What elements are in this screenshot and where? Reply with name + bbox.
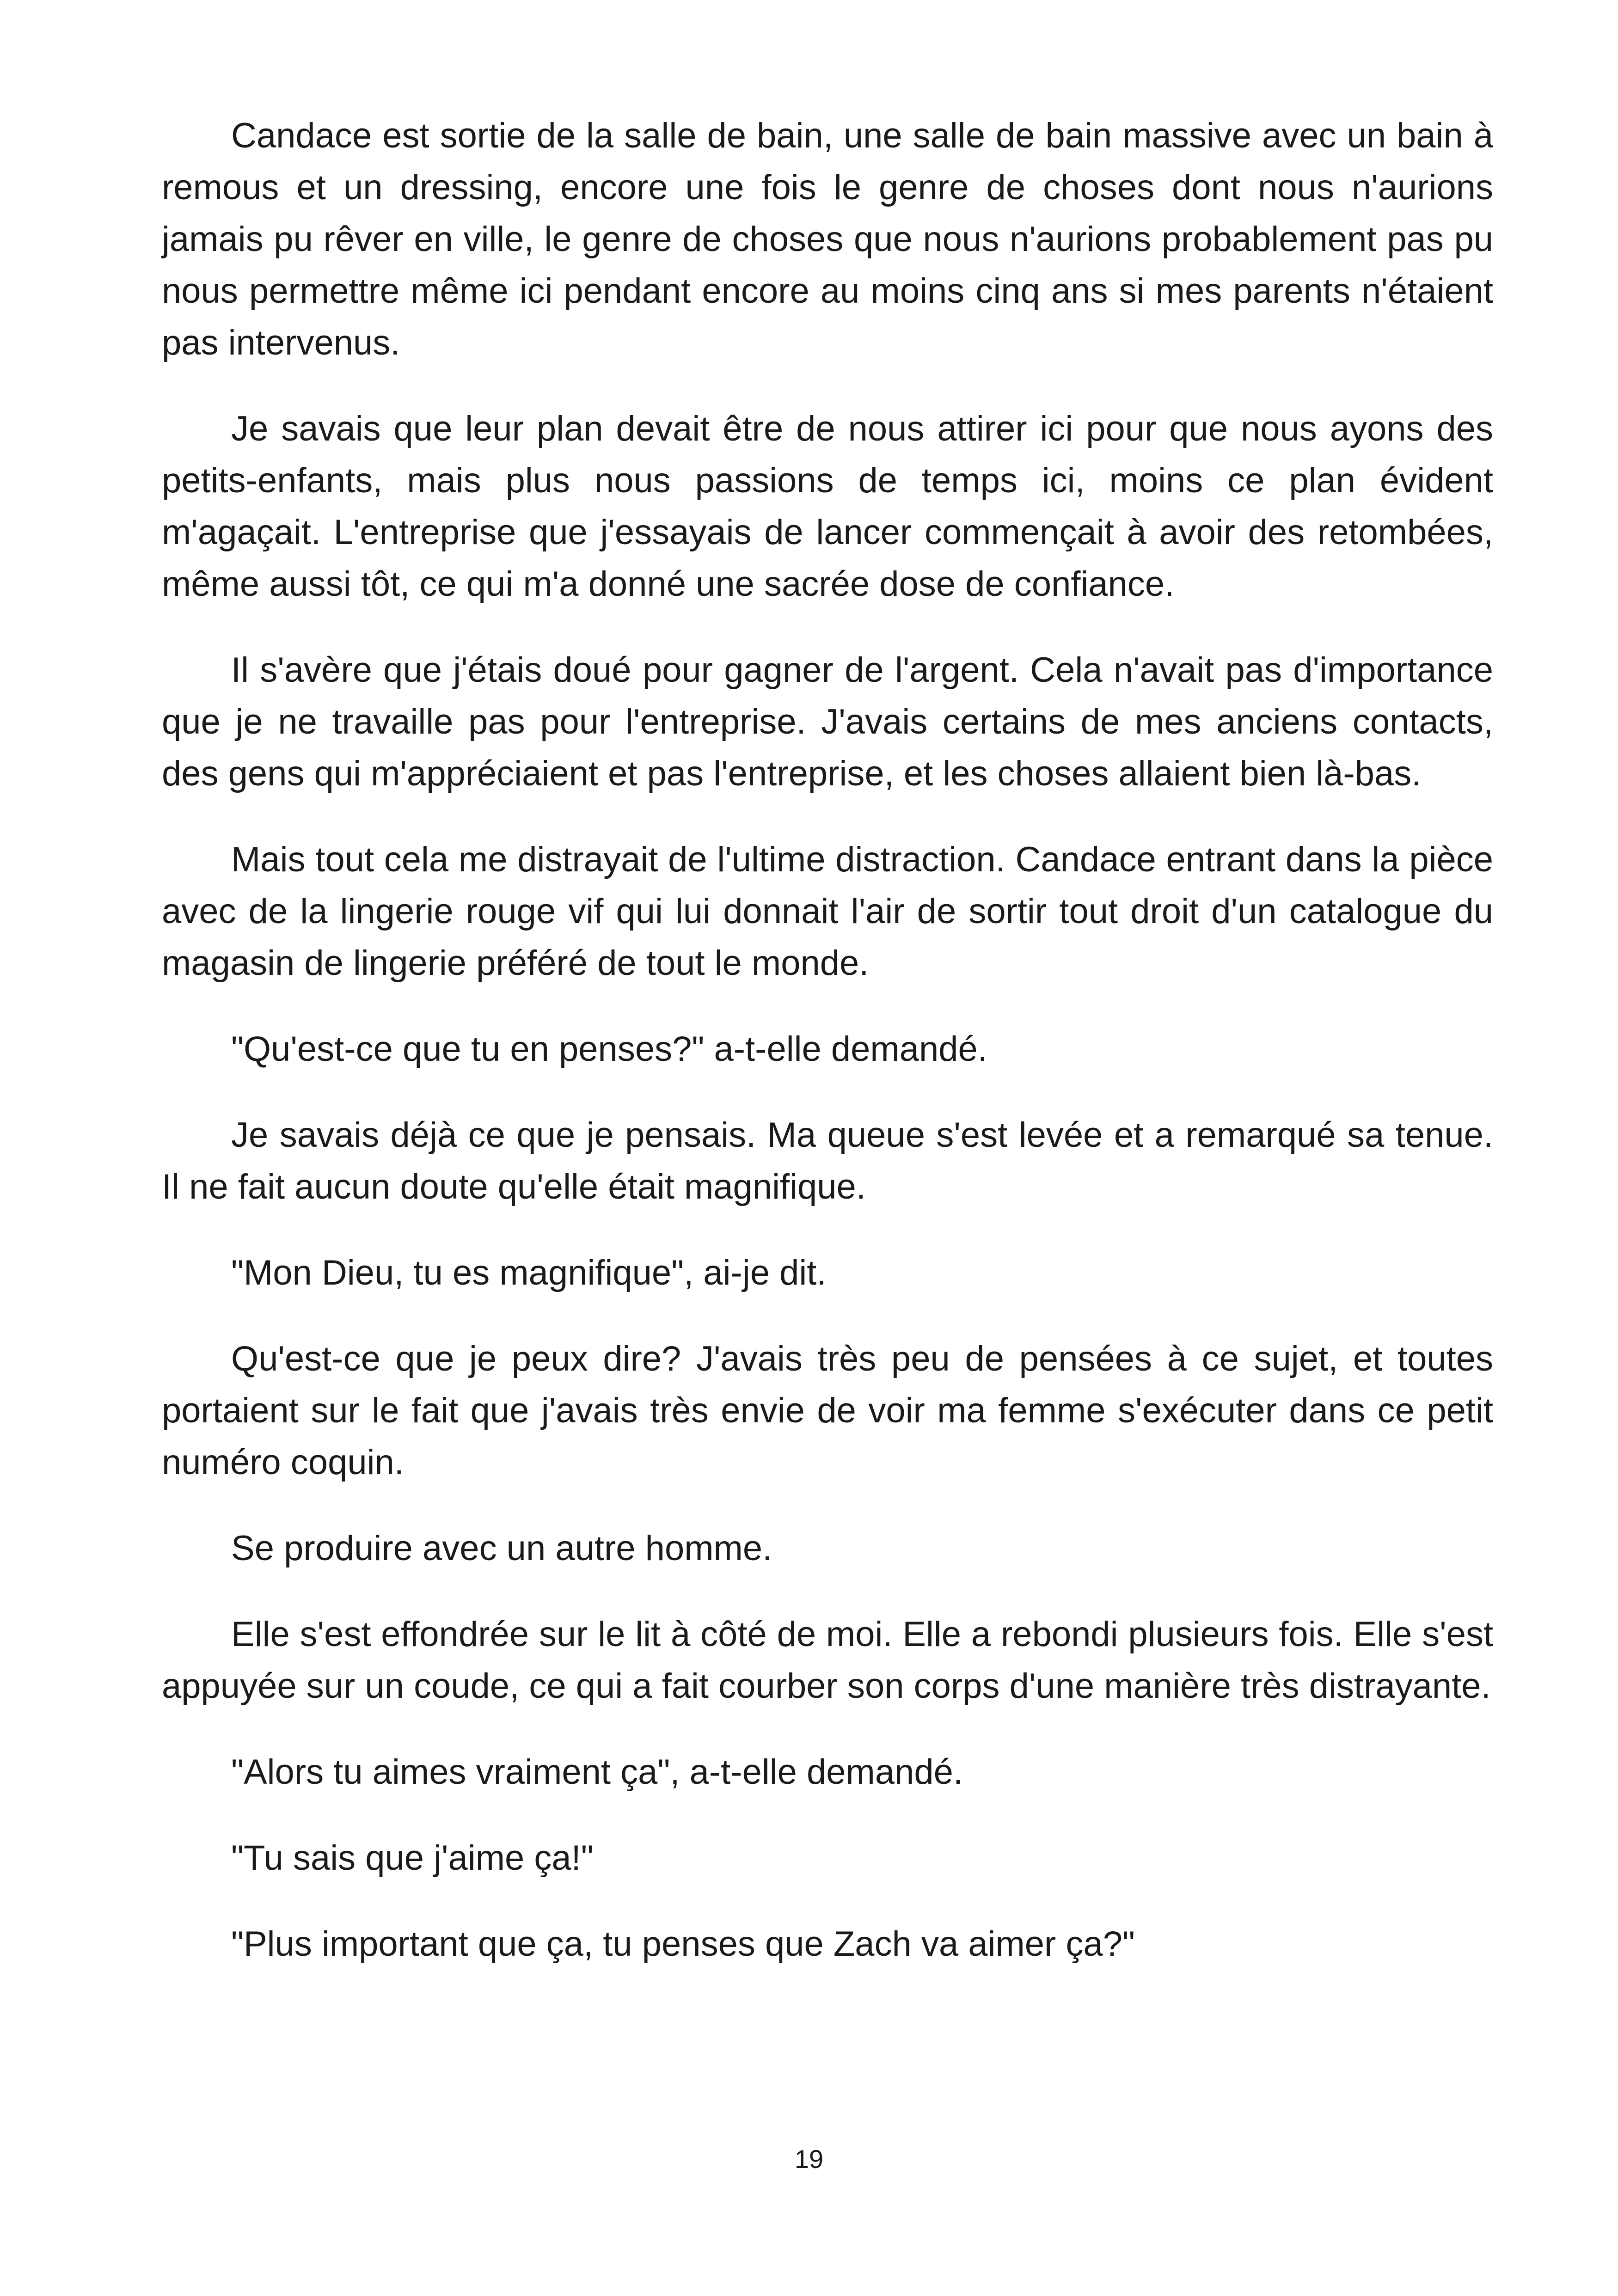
paragraph: Je savais que leur plan devait être de nous attirer ici pour que nous ayons des petits-enfants, mais plus nous passions de temps ici, moins ce plan évident m'agaçait. L'entreprise que j'essayais de lancer commençait à avoir des retombées, même aussi tôt, ce qui m'a donné une sacrée dose de confiance. [162,409,1493,604]
paragraph: Se produire avec un autre homme. [231,1529,772,1568]
paragraph: Il s'avère que j'étais doué pour gagner de l'argent. Cela n'avait pas d'importance que je ne travaille pas pour l'entreprise. J'avais certains de mes anciens contacts, des gens qui m'appréciaient et pas l'entreprise, et les choses allaient bien là-bas. [162,650,1493,793]
paragraph: "Mon Dieu, tu es magnifique", ai-je dit. [231,1253,827,1292]
paragraph: "Alors tu aimes vraiment ça", a-t-elle demandé. [231,1752,963,1792]
paragraph: "Plus important que ça, tu penses que Zach va aimer ça?" [231,1924,1135,1964]
page-number: 19 [794,2144,824,2174]
paragraph: Elle s'est effondrée sur le lit à côté de moi. Elle a rebondi plusieurs fois. Elle s'est appuyée sur un coude, ce qui a fait courber son corps d'une manière très distrayante. [162,1615,1493,1706]
paragraph: "Tu sais que j'aime ça!" [231,1838,594,1878]
body-text [162,110,1493,2004]
paragraph: Mais tout cela me distrayait de l'ultime distraction. Candace entrant dans la pièce avec de la lingerie rouge vif qui lui donnait l'air de sortir tout droit d'un catalogue du magasin de lingerie préféré de tout le monde. [162,840,1493,983]
paragraph: Je savais déjà ce que je pensais. Ma queue s'est levée et a remarqué sa tenue. Il ne fait aucun doute qu'elle était magnifique. [162,1115,1493,1206]
paragraph: "Qu'est-ce que tu en penses?" a-t-elle demandé. [231,1029,987,1069]
paragraph: Qu'est-ce que je peux dire? J'avais très peu de pensées à ce sujet, et toutes portaient sur le fait que j'avais très envie de voir ma femme s'exécuter dans ce petit numéro coquin. [162,1339,1493,1482]
paragraph: Candace est sortie de la salle de bain, une salle de bain massive avec un bain à remous et un dressing, encore une fois le genre de choses dont nous n'aurions jamais pu rêver en ville, le genre de choses que nous n'aurions probablement pas pu nous permettre même ici pendant encore au moins cinq ans si mes parents n'étaient pas intervenus. [162,116,1493,362]
